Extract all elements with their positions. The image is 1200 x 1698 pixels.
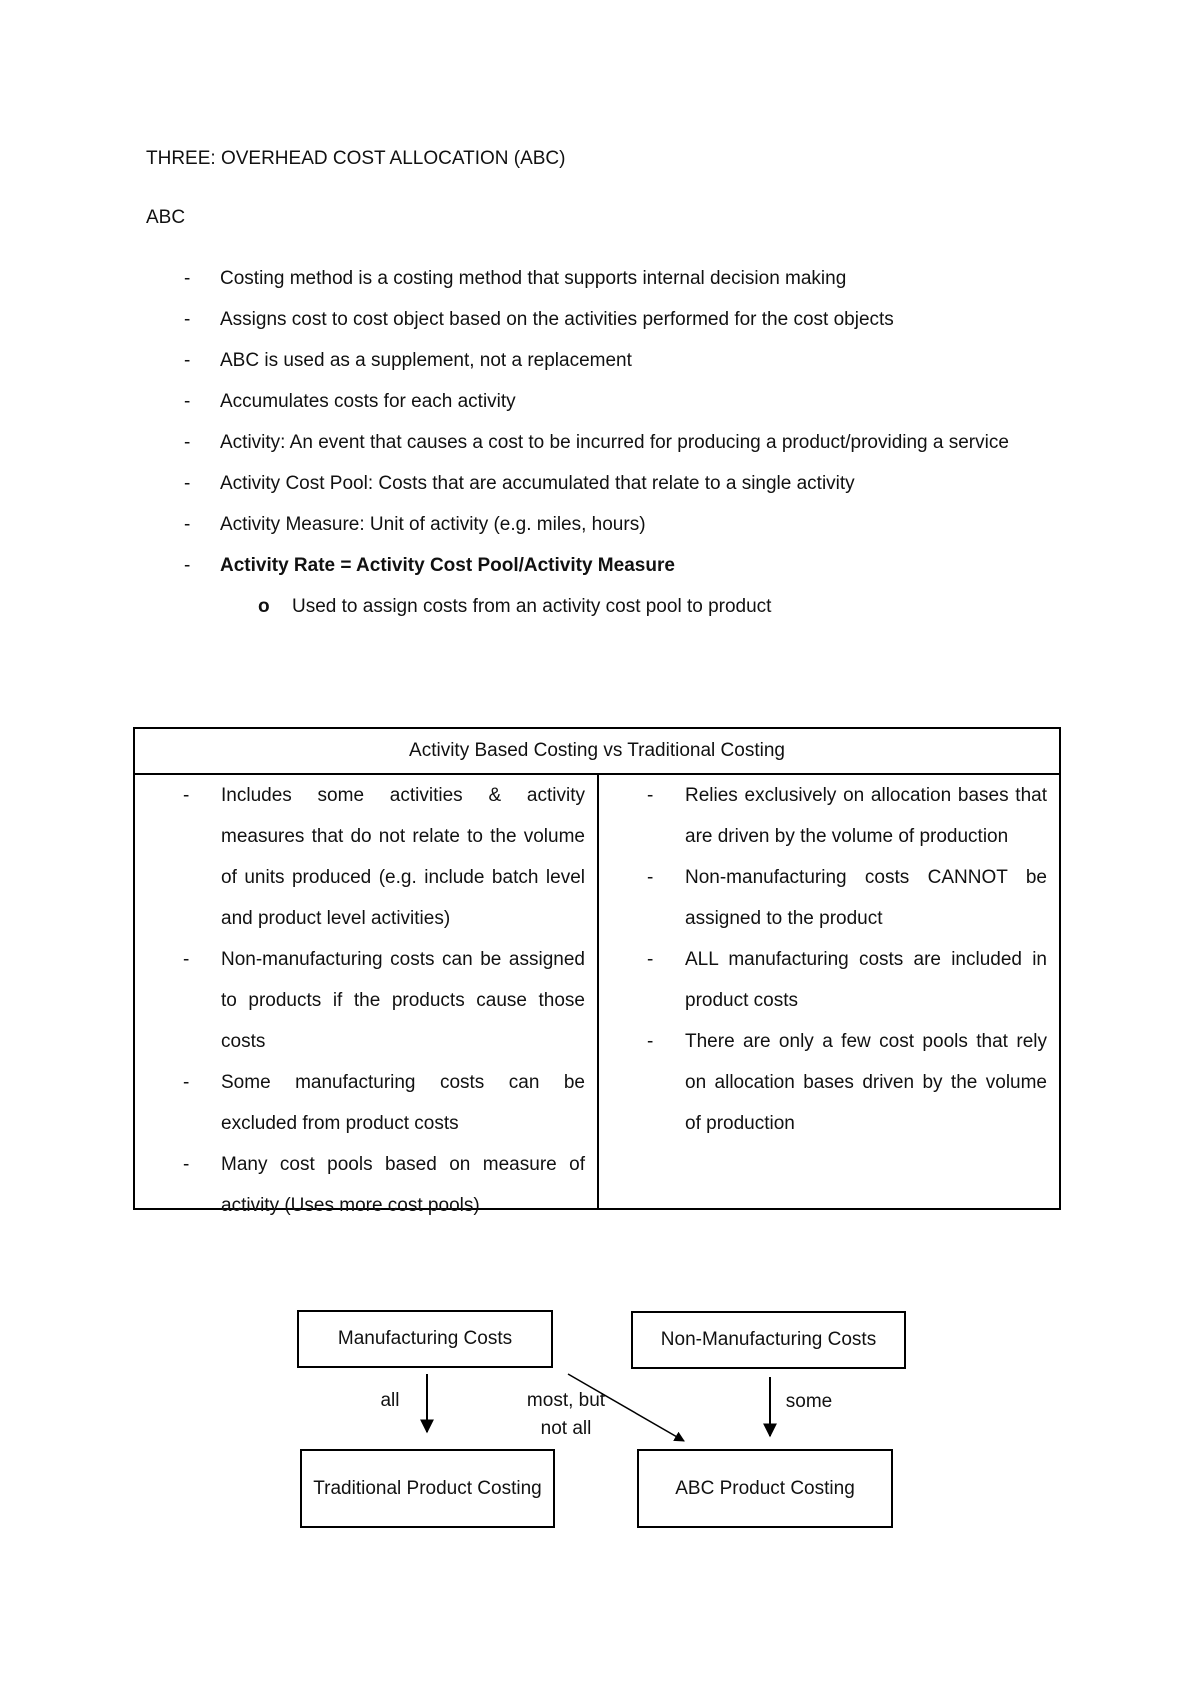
bullet-dash: - bbox=[184, 555, 191, 576]
table-header: Activity Based Costing vs Traditional Costing bbox=[135, 729, 1059, 775]
table-list-item: - Some manufacturing costs can be excluded from product costs bbox=[183, 1072, 585, 1134]
sub-list-item: o Used to assign costs from an activity cost pool to product bbox=[146, 586, 1066, 627]
list-item: - Activity Measure: Unit of activity (e.g. miles, hours) bbox=[146, 504, 1066, 545]
sub-bullet-marker: o bbox=[258, 596, 270, 617]
table-list-item: - Many cost pools based on measure of activity (Uses more cost pools) bbox=[183, 1154, 585, 1216]
traditional-product-costing-box: Traditional Product Costing bbox=[300, 1449, 555, 1528]
page-title: THREE: OVERHEAD COST ALLOCATION (ABC) bbox=[146, 148, 566, 169]
abc-product-costing-box: ABC Product Costing bbox=[637, 1449, 893, 1528]
bullet-dash: - bbox=[184, 473, 191, 494]
label-some: some bbox=[785, 1391, 833, 1412]
list-item: - Activity Cost Pool: Costs that are accumulated that relate to a single activity bbox=[146, 463, 1066, 504]
arrow-most-but-not-all bbox=[568, 1374, 684, 1441]
list-item: - Accumulates costs for each activity bbox=[146, 381, 1066, 422]
bullet-dash: - bbox=[184, 514, 191, 535]
bullet-dash: - bbox=[184, 268, 191, 289]
bullet-dash: - bbox=[184, 309, 191, 330]
non-manufacturing-costs-box: Non-Manufacturing Costs bbox=[631, 1311, 906, 1369]
table-list-item: - Non-manufacturing costs CANNOT be assigned to the product bbox=[647, 867, 1047, 929]
list-item: - Assigns cost to cost object based on the activities performed for the cost objects bbox=[146, 299, 1066, 340]
section-heading: ABC bbox=[146, 207, 186, 228]
list-item: - Costing method is a costing method that supports internal decision making bbox=[146, 258, 1066, 299]
label-all: all bbox=[380, 1390, 400, 1411]
bullet-dash: - bbox=[184, 432, 191, 453]
table-list-item: - Relies exclusively on allocation bases that are driven by the volume of production bbox=[647, 785, 1047, 847]
table-list-item: - Non-manufacturing costs can be assigned to products if the products cause those costs bbox=[183, 949, 585, 1052]
label-most-but-not-all: most, but not all bbox=[526, 1390, 606, 1439]
list-item: - Activity: An event that causes a cost to be incurred for producing a product/providing a service bbox=[146, 422, 1066, 463]
bullet-dash: - bbox=[184, 350, 191, 371]
table-list-item: - There are only a few cost pools that rely on allocation bases driven by the volume of production bbox=[647, 1031, 1047, 1134]
bullet-dash: - bbox=[184, 391, 191, 412]
table-list-item: - Includes some activities & activity measures that do not relate to the volume of units produced (e.g. include batch level and product level activities) bbox=[183, 785, 585, 929]
table-list-item: - ALL manufacturing costs are included in product costs bbox=[647, 949, 1047, 1011]
manufacturing-costs-box: Manufacturing Costs bbox=[297, 1310, 553, 1368]
list-item: - ABC is used as a supplement, not a replacement bbox=[146, 340, 1066, 381]
list-item-formula: - Activity Rate = Activity Cost Pool/Activity Measure bbox=[146, 545, 1066, 586]
